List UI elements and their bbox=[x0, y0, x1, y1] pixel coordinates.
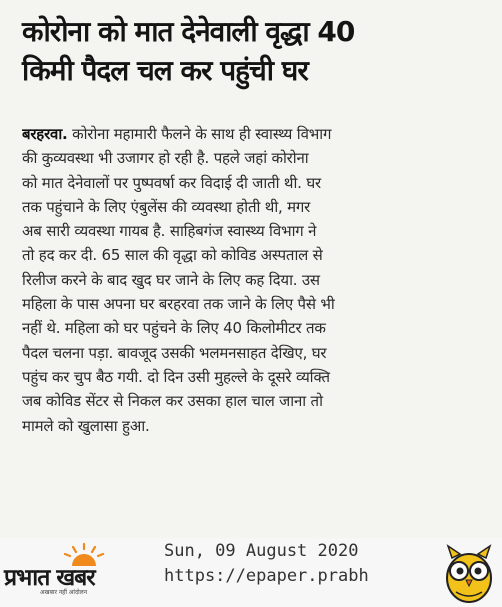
body-line-7: रिलीज करने के बाद खुद घर जाने के लिए कह दिया. उस bbox=[22, 270, 320, 289]
body-line-11: पहुंच कर चुप बैठ गयी. दो दिन उसी मुहल्ले के दूसरे व्यक्ति bbox=[22, 367, 330, 386]
body-line-8: महिला के पास अपना घर बरहरवा तक जाने के लिए पैसे भी bbox=[22, 295, 335, 314]
body-line-10: पैदल चलना पड़ा. बावजूद उसकी भलमनसाहत देखिए, घर bbox=[22, 343, 327, 362]
body-line-1 bbox=[22, 122, 500, 146]
body-line-2: की कुव्यवस्था भी उजागर हो रही है. पहले जहां कोरोना bbox=[22, 149, 309, 168]
headline-line-2: किमी पैदल चल कर पहुंची घर bbox=[22, 54, 308, 87]
logo-tagline: अखबार नहीं आंदोलन bbox=[40, 589, 88, 596]
body-line-9: नहीं थे. महिला को घर पहुंचने के लिए 40 किलोमीटर तक bbox=[22, 319, 326, 338]
dateline: बरहरवा. bbox=[22, 125, 68, 143]
publication-date: Sun, 09 August 2020 bbox=[164, 541, 359, 561]
body-line-3: को मात देनेवालों पर पुष्पवर्षा कर विदाई दी जाती थी. घर bbox=[22, 173, 321, 192]
body-line-6: तो हद कर दी. 65 साल की वृद्धा को कोविड अस्पताल से bbox=[22, 246, 323, 265]
logo-wordmark: प्रभात खबर bbox=[4, 565, 95, 591]
body-line-4: तक पहुंचाने के लिए एंबुलेंस की व्यवस्था होती थी, मगर bbox=[22, 197, 311, 216]
headline-line-1: कोरोना को मात देनेवाली वृद्धा 40 bbox=[22, 15, 355, 48]
epaper-url: https://epaper.prabh bbox=[164, 566, 369, 586]
body-line-13: मामले को खुलासा हुआ. bbox=[22, 416, 150, 435]
body-line-1-text: कोरोना महामारी फैलने के साथ ही स्वास्थ्य विभाग bbox=[67, 125, 332, 143]
article-body bbox=[22, 122, 500, 438]
article-headline bbox=[22, 12, 492, 90]
prabhat-khabar-logo bbox=[4, 540, 164, 600]
body-line-5: अब सारी व्यवस्था गायब है. साहिबगंज स्वास्थ्य विभाग ने bbox=[22, 222, 317, 241]
body-line-12: जब कोविड सेंटर से निकल कर उसका हाल चाल जाना तो bbox=[22, 392, 323, 411]
owl-mascot-icon bbox=[440, 544, 498, 604]
